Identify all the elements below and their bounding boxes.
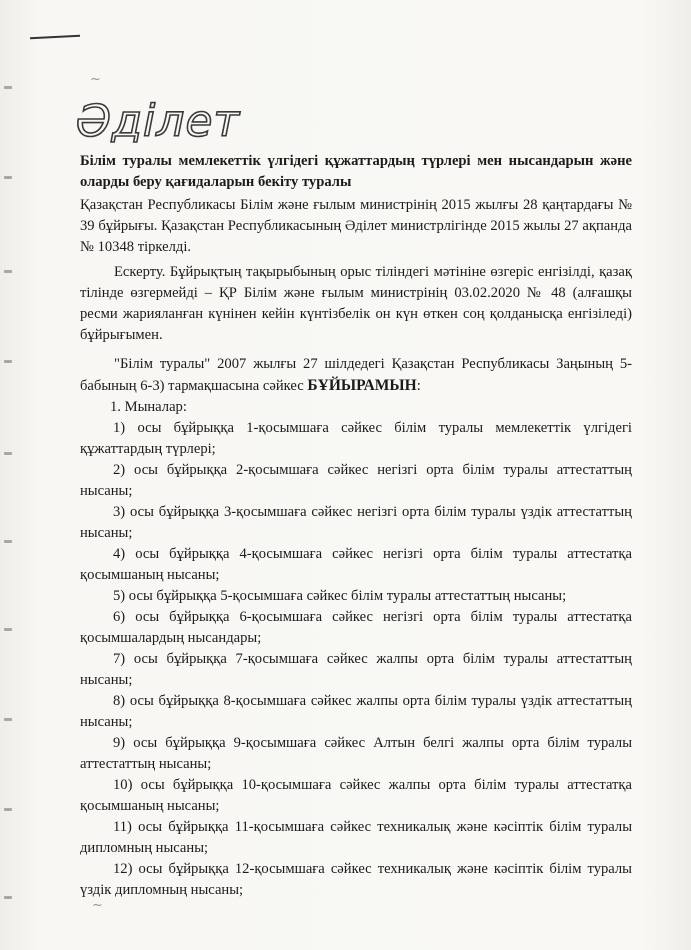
law-end: : <box>416 378 421 394</box>
list-item: 7) осы бұйрыққа 7-қосымшаға сәйкес жалпы орта білім туралы аттестаттың нысаны; <box>80 651 632 688</box>
document-title: Білім туралы мемлекеттік үлгідегі құжаттардың түрлері мен нысандарын және оларды беру қағидаларын бекіту туралы <box>80 153 632 190</box>
list-item: 5) осы бұйрыққа 5-қосымшаға сәйкес білім туралы аттестаттың нысаны; <box>113 588 567 604</box>
adilet-logo: Әділет <box>76 96 241 147</box>
binding-mark <box>4 628 12 631</box>
note-paragraph: Ескерту. Бұйрықтың тақырыбының орыс тіліндегі мәтініне өзгеріс енгізілді, қазақ тілінде өзгермейді – ҚР Білім және ғылым министрінің 03.02.2020 № 48 (алғашқы ресми жарияланған күнінен кейін күнтізбелік он күн өткен соң қолданысқа енгізіледі) бұйрығымен. <box>80 264 632 343</box>
list-heading: 1. Мыналар: <box>110 399 187 415</box>
binding-mark <box>4 452 12 455</box>
binding-mark <box>4 540 12 543</box>
pen-stroke <box>30 35 80 40</box>
binding-mark <box>4 270 12 273</box>
list-item: 1) осы бұйрыққа 1-қосымшаға сәйкес білім туралы мемлекеттік үлгідегі құжаттардың түрлері; <box>80 420 632 457</box>
list-item: 10) осы бұйрыққа 10-қосымшаға сәйкес жалпы орта білім туралы аттестатқа қосымшаның нысаны; <box>80 777 632 814</box>
binding-mark <box>4 86 12 89</box>
binding-mark <box>4 896 12 899</box>
law-text: "Білім туралы" 2007 жылғы 27 шілдедегі Қазақстан Республикасы Заңының 5-бабының 6-3) тармақшасына сәйкес <box>80 356 632 394</box>
list-item: 6) осы бұйрыққа 6-қосымшаға сәйкес негізгі орта білім туралы аттестатқа қосымшалардың нысандары; <box>80 609 632 646</box>
items-list <box>80 418 632 901</box>
intro-paragraph: Қазақстан Республикасы Білім және ғылым министрінің 2015 жылғы 28 қаңтардағы № 39 бұйрығы. Қазақстан Республикасының Әділет министрлігінде 2015 жылы 27 ақпанда № 10348 тіркелді. <box>80 197 632 255</box>
binding-mark <box>4 176 12 179</box>
list-item: 12) осы бұйрыққа 12-қосымшаға сәйкес техникалық және кәсіптік білім туралы үздік дипломның нысаны; <box>80 861 632 898</box>
scan-scribble: ~ <box>92 898 103 913</box>
law-paragraph <box>80 354 632 397</box>
order-word: БҰЙЫРАМЫН <box>307 377 417 394</box>
binding-mark <box>4 718 12 721</box>
list-item: 3) осы бұйрыққа 3-қосымшаға сәйкес негізгі орта білім туралы үздік аттестаттың нысаны; <box>80 504 632 541</box>
list-item: 9) осы бұйрыққа 9-қосымшаға сәйкес Алтын белгі жалпы орта білім туралы аттестаттың нысаны; <box>80 735 632 772</box>
list-item: 4) осы бұйрыққа 4-қосымшаға сәйкес негізгі орта білім туралы аттестатқа қосымшаның нысаны; <box>80 546 632 583</box>
binding-mark <box>4 360 12 363</box>
document-body <box>80 151 632 901</box>
list-item: 11) осы бұйрыққа 11-қосымшаға сәйкес техникалық және кәсіптік білім туралы дипломның нысаны; <box>80 819 632 856</box>
scan-scribble: ~ <box>90 72 101 87</box>
list-item: 8) осы бұйрыққа 8-қосымшаға сәйкес жалпы орта білім туралы үздік аттестаттың нысаны; <box>80 693 632 730</box>
list-item: 2) осы бұйрыққа 2-қосымшаға сәйкес негізгі орта білім туралы аттестаттың нысаны; <box>80 462 632 499</box>
binding-mark <box>4 808 12 811</box>
